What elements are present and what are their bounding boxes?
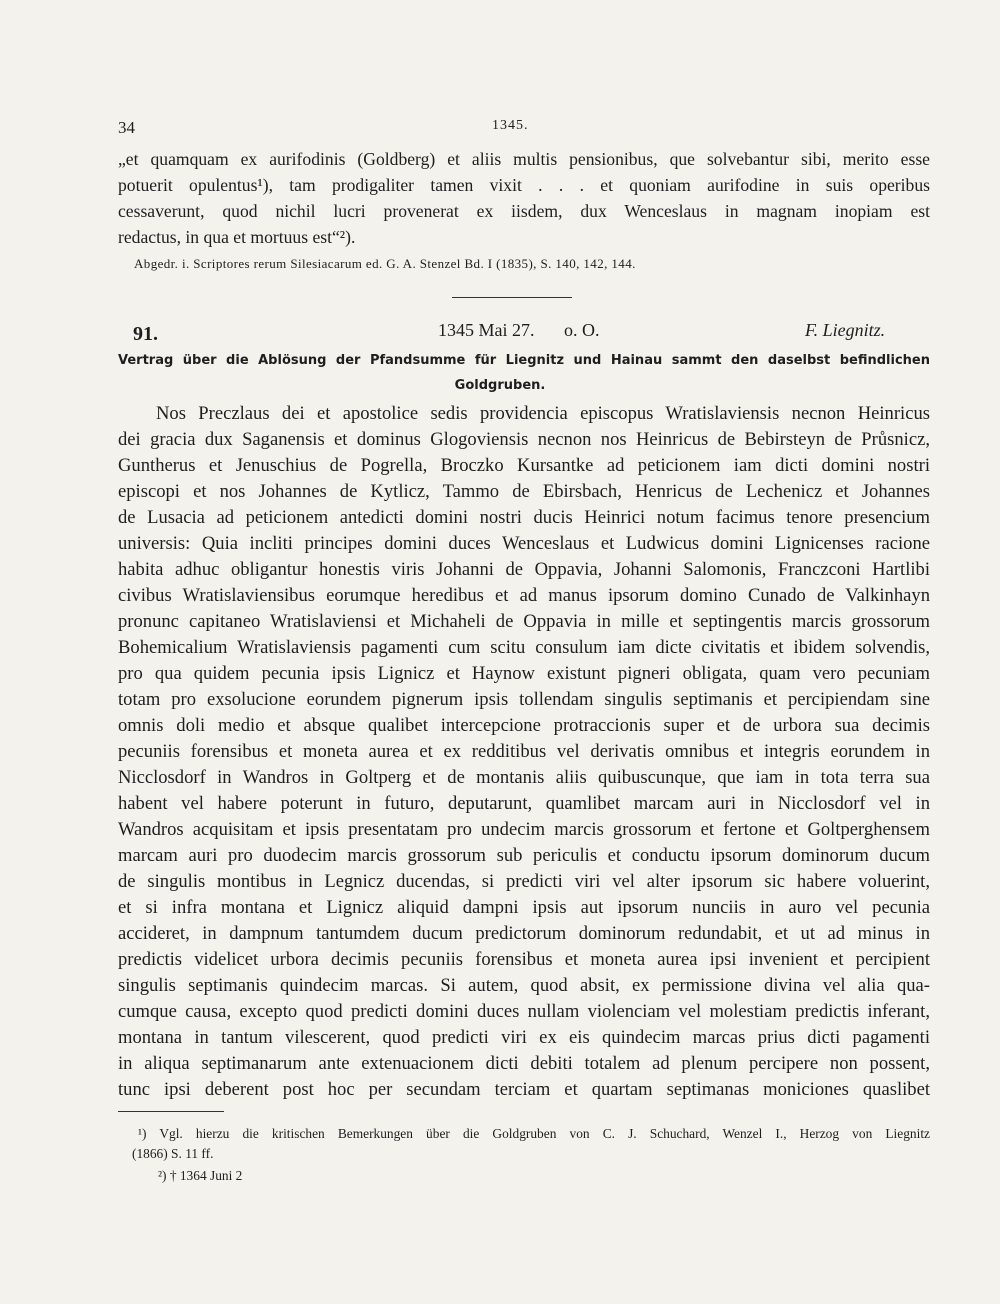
- body-line: et si infra montana et Lignicz aliquid dampni ipsis aut ipsorum nunciis in auro vel pecunia: [118, 897, 930, 918]
- body-line: civibus Wratislaviensibus eorumque heredibus et ad manus ipsorum domino Cunado de Valkinhayn: [118, 585, 930, 606]
- body-line: pecuniis forensibus et moneta aurea et ex redditibus vel derivatis omnibus et integris eorundem in: [118, 741, 930, 762]
- continuation-line: „et quamquam ex aurifodinis (Goldberg) et aliis multis pensionibus, que solvebantur sibi, merito esse: [118, 149, 930, 169]
- running-head-year: 1345.: [492, 118, 529, 133]
- body-line-first: Nos Preczlaus dei et apostolice sedis providencia episcopus Wratislaviensis necnon Heinricus: [156, 403, 930, 424]
- document-origin: o. O.: [564, 320, 600, 340]
- source-reference: Abgedr. i. Scriptores rerum Silesiacarum ed. G. A. Stenzel Bd. I (1835), S. 140, 142, 144.: [134, 256, 636, 271]
- body-line: tunc ipsi deberent post hoc per secundam terciam et quartam septimanas moniciones quaslibet: [118, 1079, 930, 1100]
- body-line: cumque causa, excepto quod predicti domini duces nullam violenciam vel molestiam predictis inferant,: [118, 1001, 930, 1022]
- body-line: totam pro exsolucione eorundem pignerum ipsis tollendam singulis septimanis et percipiendam sine: [118, 689, 930, 710]
- continuation-line: redactus, in qua et mortuus est“²).: [118, 227, 356, 247]
- body-line: in aliqua septimanarum ante extenuacionem dicti debiti totalem ad plenum percipere non possent,: [118, 1053, 930, 1074]
- footnote-1-cont: (1866) S. 11 ff.: [132, 1146, 214, 1161]
- document-title-cont: Goldgruben.: [454, 378, 546, 393]
- document-date: 1345 Mai 27.: [438, 320, 535, 340]
- body-line: marcam auri pro duodecim marcis grossorum sub periculis et conductu ipsorum dominorum ducum: [118, 845, 930, 866]
- body-line: universis: Quia incliti principes domini duces Wenceslaus et Ludwicus domini Lignicenses racione: [118, 533, 930, 554]
- document-archive: F. Liegnitz.: [805, 320, 886, 340]
- body-line: accideret, in dampnum tantumdem ducum predictorum dominorum redundabit, et ut ad minus in: [118, 923, 930, 944]
- body-line: habent vel habere poterunt in futuro, deputarunt, quamlibet marcam auri in Nicclosdorf vel in: [118, 793, 930, 814]
- page-number: 34: [118, 118, 135, 137]
- body-line: Guntherus et Jenuschius de Pogrella, Broczko Kursantke ad peticionem iam dicti domini nostri: [118, 455, 930, 476]
- footnote-2: ²) † 1364 Juni 2: [158, 1168, 243, 1183]
- document-title: Vertrag über die Ablösung der Pfandsumme für Liegnitz und Hainau sammt den daselbst befindlichen: [118, 353, 930, 368]
- section-divider: [452, 297, 572, 298]
- body-line: montana in tantum vilescerent, quod predicti viri ex eis quindecim marcas prius dicti pagamenti: [118, 1027, 930, 1048]
- body-line: predictis videlicet urbora decimis pecuniis forensibus et moneta aurea ipsi invenient et percipient: [118, 949, 930, 970]
- body-line: episcopi et nos Johannes de Kytlicz, Tammo de Ebirsbach, Henricus de Lechenicz et Johannes: [118, 481, 930, 502]
- footnote-rule: [118, 1111, 224, 1112]
- body-line: pronunc capitaneo Wratislaviensi et Michaheli de Oppavia in mille et septingentis marcis grossorum: [118, 611, 930, 632]
- body-line: Nicclosdorf in Wandros in Goltperg et de montanis aliis quibuscunque, que iam in tota terra sua: [118, 767, 930, 788]
- body-line: habita adhuc obligantur honestis viris Johanni de Oppavia, Johanni Salomonis, Franczconi Hartlibi: [118, 559, 930, 580]
- document-number: 91.: [133, 323, 158, 345]
- body-line: de Lusacia ad peticionem antedicti domini nostri ducis Heinrici notum facimus tenore presencium: [118, 507, 930, 528]
- footnote-1: ¹) Vgl. hierzu die kritischen Bemerkungen über die Goldgruben von C. J. Schuchard, Wenzel I., Herzog von Liegnitz: [138, 1126, 930, 1141]
- continuation-line: potuerit opulentus¹), tam prodigaliter tamen vixit . . . et quoniam aurifodine in suis operibus: [118, 175, 930, 195]
- body-line: de singulis montibus in Legnicz ducendas, si predicti viri vel alter ipsorum sic habere voluerint,: [118, 871, 930, 892]
- body-line: Wandros acquisitam et ipsis presentatam pro undecim marcis grossorum et fertone et Goltperghensem: [118, 819, 930, 840]
- body-line: pro qua quidem pecunia ipsis Lignicz et Haynow existunt pigneri obligata, quam vero pecuniam: [118, 663, 930, 684]
- body-line: Bohemicalium Wratislaviensis pagamenti cum scitu consulum iam dicte civitatis et ibidem solvendis,: [118, 637, 930, 658]
- body-line: singulis septimanis quindecim marcas. Si autem, quod absit, ex permissione divina vel alia qua-: [118, 975, 930, 996]
- body-line: omnis doli medio et absque qualibet intercepcione protraccionis super et de urbora sua decimis: [118, 715, 930, 736]
- continuation-line: cessaverunt, quod nichil lucri provenerat ex iisdem, dux Wenceslaus in magnam inopiam est: [118, 201, 930, 221]
- body-line: dei gracia dux Saganensis et dominus Glogoviensis necnon nos Heinricus de Bebirsteyn de Průsnicz,: [118, 429, 930, 450]
